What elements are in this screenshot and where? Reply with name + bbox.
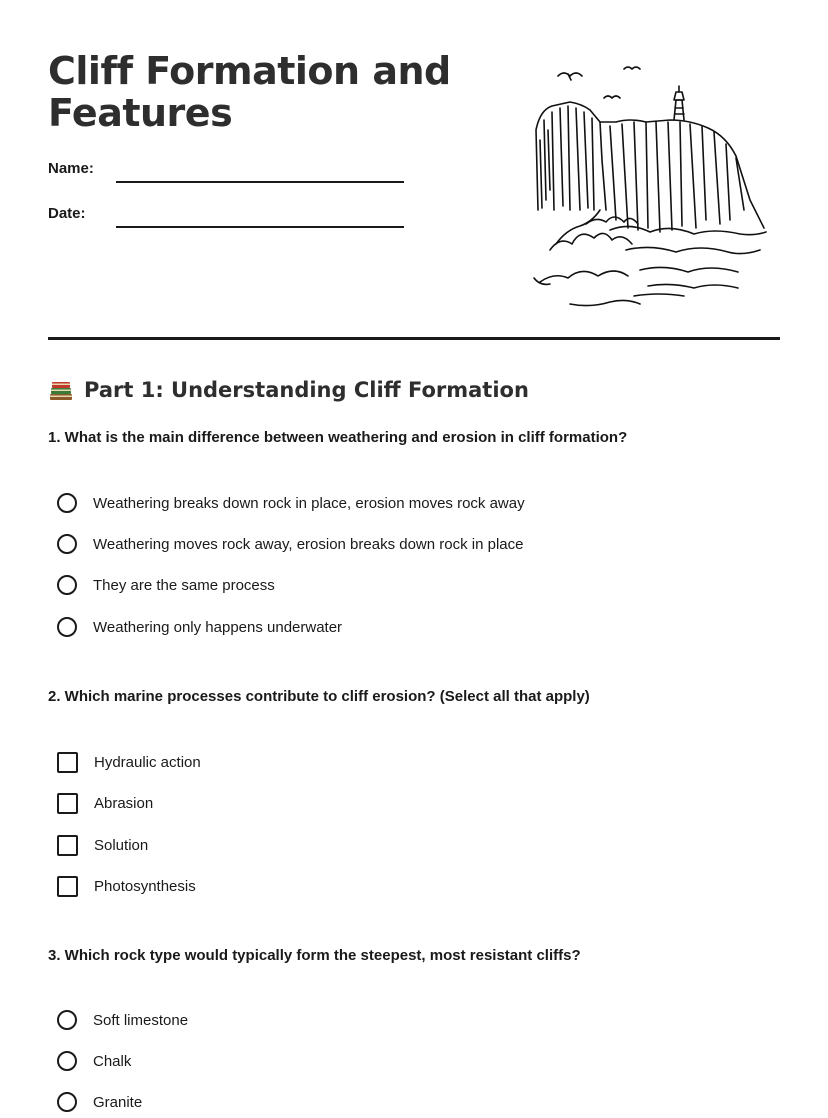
option-label: Soft limestone (93, 1011, 189, 1029)
q3-option-2[interactable] (57, 1048, 131, 1074)
option-label: Weathering breaks down rock in place, erosion moves rock away (93, 494, 525, 512)
part1-heading (48, 374, 529, 406)
option-label: Weathering only happens underwater (93, 618, 343, 636)
checkbox[interactable] (57, 752, 78, 773)
question-2: 2. Which marine processes contribute to cliff erosion? (Select all that apply) (48, 688, 590, 705)
option-label: Photosynthesis (94, 877, 196, 895)
part1-title: Part 1: Understanding Cliff Formation (84, 378, 529, 402)
name-label: Name: (48, 160, 94, 177)
option-label: Chalk (93, 1052, 132, 1070)
q1-option-4[interactable] (57, 614, 342, 640)
bird-icon (558, 73, 582, 76)
question-1: 1. What is the main difference between weathering and erosion in cliff formation? (48, 429, 628, 446)
bird-icon (604, 96, 620, 98)
checkbox[interactable] (57, 876, 78, 897)
checkbox[interactable] (57, 835, 78, 856)
option-label: Hydraulic action (94, 753, 201, 771)
books-icon (48, 377, 74, 403)
date-field[interactable] (48, 205, 404, 229)
name-line[interactable] (116, 181, 404, 183)
radio-button[interactable] (57, 534, 77, 554)
header-divider (48, 337, 780, 340)
q2-option-2[interactable] (57, 790, 153, 816)
q2-option-1[interactable] (57, 749, 201, 775)
date-label: Date: (48, 205, 86, 222)
checkbox[interactable] (57, 793, 78, 814)
q1-option-2[interactable] (57, 531, 523, 557)
radio-button[interactable] (57, 617, 77, 637)
name-field[interactable] (48, 160, 404, 184)
worksheet-title (48, 50, 451, 134)
radio-button[interactable] (57, 493, 77, 513)
option-label: They are the same process (93, 576, 275, 594)
radio-button[interactable] (57, 575, 77, 595)
q2-option-4[interactable] (57, 873, 196, 899)
option-label: Granite (93, 1093, 143, 1111)
q1-option-1[interactable] (57, 490, 525, 516)
q3-option-1[interactable] (57, 1007, 188, 1033)
date-line[interactable] (116, 226, 404, 228)
option-label: Solution (94, 836, 149, 854)
q2-option-3[interactable] (57, 832, 148, 858)
q1-option-3[interactable] (57, 572, 275, 598)
question-3: 3. Which rock type would typically form the steepest, most resistant cliffs? (48, 947, 581, 964)
option-label: Abrasion (94, 794, 154, 812)
radio-button[interactable] (57, 1092, 77, 1112)
option-label: Weathering moves rock away, erosion breaks down rock in place (93, 535, 524, 553)
bird-icon (624, 67, 640, 69)
q3-option-3[interactable] (57, 1089, 142, 1115)
radio-button[interactable] (57, 1051, 77, 1071)
radio-button[interactable] (57, 1010, 77, 1030)
title-line-2: Features (48, 91, 233, 135)
title-line-1: Cliff Formation and (48, 49, 451, 93)
cliff-lighthouse-illustration (530, 60, 770, 310)
